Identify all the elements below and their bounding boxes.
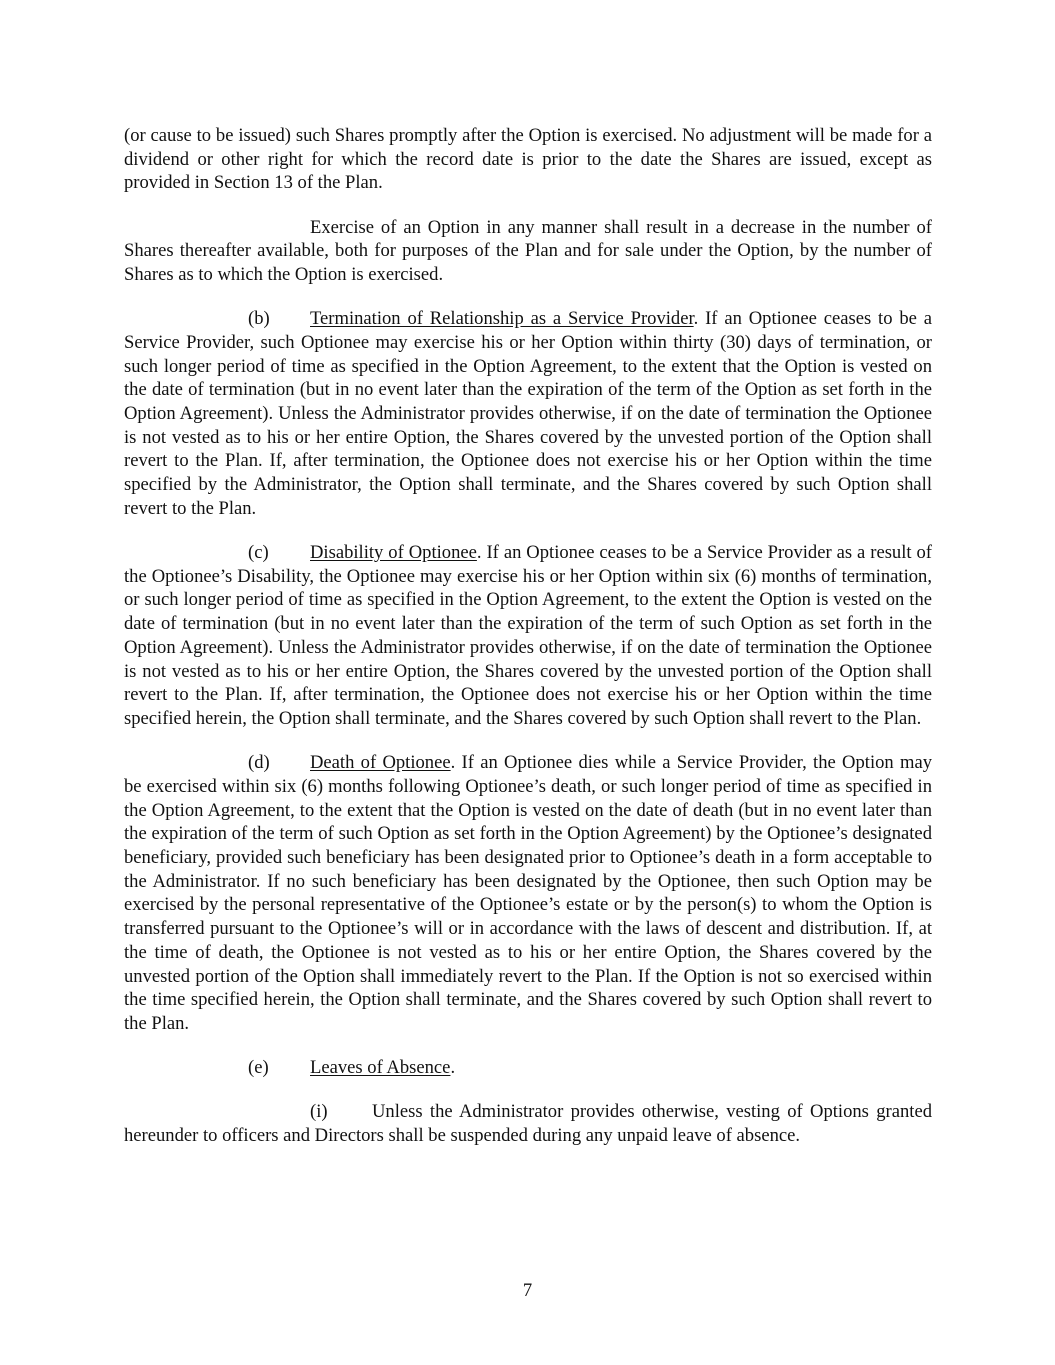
section-label: (d) — [248, 752, 270, 774]
section-d-death — [124, 751, 932, 1035]
section-b-termination — [124, 307, 932, 520]
section-heading: Termination of Relationship as a Service Provider — [310, 308, 694, 330]
section-label: (e) — [248, 1057, 269, 1079]
document-body — [124, 124, 932, 1168]
section-heading: Death of Optionee — [310, 752, 451, 774]
subsection-text: Unless the Administrator provides otherwise, vesting of Options granted hereunder to officers and Directors shall be suspended during any unpaid leave of absence. — [124, 1101, 932, 1147]
paragraph-text: Exercise of an Option in any manner shall result in a decrease in the number of Shares thereafter available, both for purposes of the Plan and for sale under the Option, by the number of Shares as to which the Option is exercised. — [124, 216, 932, 286]
section-text: . If an Optionee ceases to be a Service Provider as a result of the Optionee’s Disability, the Optionee may exercise his or her Option within six (6) months of termination, or such longer period of time as specified in the Option Agreement, to the extent the Option is vested on the date of termination (but in no event later than the expiration of the term of such Option as set forth in the Option Agreement). Unless the Administrator provides otherwise, if on the date of termination the Optionee is not vested as to his or her entire Option, the Shares covered by the unvested portion of the Option shall revert to the Plan. If, after termination, the Optionee does not exercise his or her Option within the time specified herein, the Option shall terminate, and the Shares covered by such Option shall revert to the Plan. — [124, 542, 932, 729]
section-e-leaves — [124, 1056, 932, 1080]
section-heading: Disability of Optionee — [310, 542, 477, 564]
paragraph-text: (or cause to be issued) such Shares promptly after the Option is exercised. No adjustment will be made for a dividend or other right for which the record date is prior to the date the Shares are issued, except as provided in Section 13 of the Plan. — [124, 125, 932, 194]
subsection-e-i — [124, 1100, 932, 1147]
paragraph-exercise-effect — [124, 216, 932, 287]
section-text: . — [450, 1057, 456, 1079]
subsection-label: (i) — [310, 1101, 328, 1123]
section-c-disability — [124, 541, 932, 731]
paragraph-continuation — [124, 124, 932, 195]
section-label: (b) — [248, 308, 270, 330]
page-number: 7 — [522, 1280, 533, 1301]
section-text: . If an Optionee ceases to be a Service Provider, such Optionee may exercise his or her Option within thirty (30) days of termination, or such longer period of time as specified in the Option Agreement, to the extent that the Option is vested on the date of termination (but in no event later than the expiration of the term of the Option as set forth in the Option Agreement). Unless the Administrator provides otherwise, if on the date of termination the Optionee is not vested as to his or her entire Option, the Shares covered by the unvested portion of the Option shall revert to the Plan. If, after termination, the Optionee does not exercise his or her Option within the time specified by the Administrator, the Option shall terminate, and the Shares covered by such Option shall revert to the Plan. — [124, 308, 932, 519]
section-heading: Leaves of Absence — [310, 1057, 451, 1079]
section-label: (c) — [248, 542, 269, 564]
section-text: . If an Optionee dies while a Service Provider, the Option may be exercised within six (6) months following Optionee’s death, or such longer period of time as specified in the Option Agreement, to the extent that the Option is vested on the date of death (but in no event later than the expiration of the term of such Option as set forth in the Option Agreement) by the Optionee’s designated beneficiary, provided such beneficiary has been designated prior to Optionee’s death in a form acceptable to the Administrator. If no such beneficiary has been designated by the Optionee, then such Option may be exercised by the personal representative of the Optionee’s estate or by the person(s) to whom the Option is transferred pursuant to the Optionee’s will or in accordance with the laws of descent and distribution. If, at the time of death, the Optionee is not vested as to his or her entire Option, the Shares covered by the unvested portion of the Option shall immediately revert to the Plan. If the Option is not so exercised within the time specified herein, the Option shall terminate, and the Shares covered by such Option shall revert to the Plan. — [124, 752, 932, 1034]
